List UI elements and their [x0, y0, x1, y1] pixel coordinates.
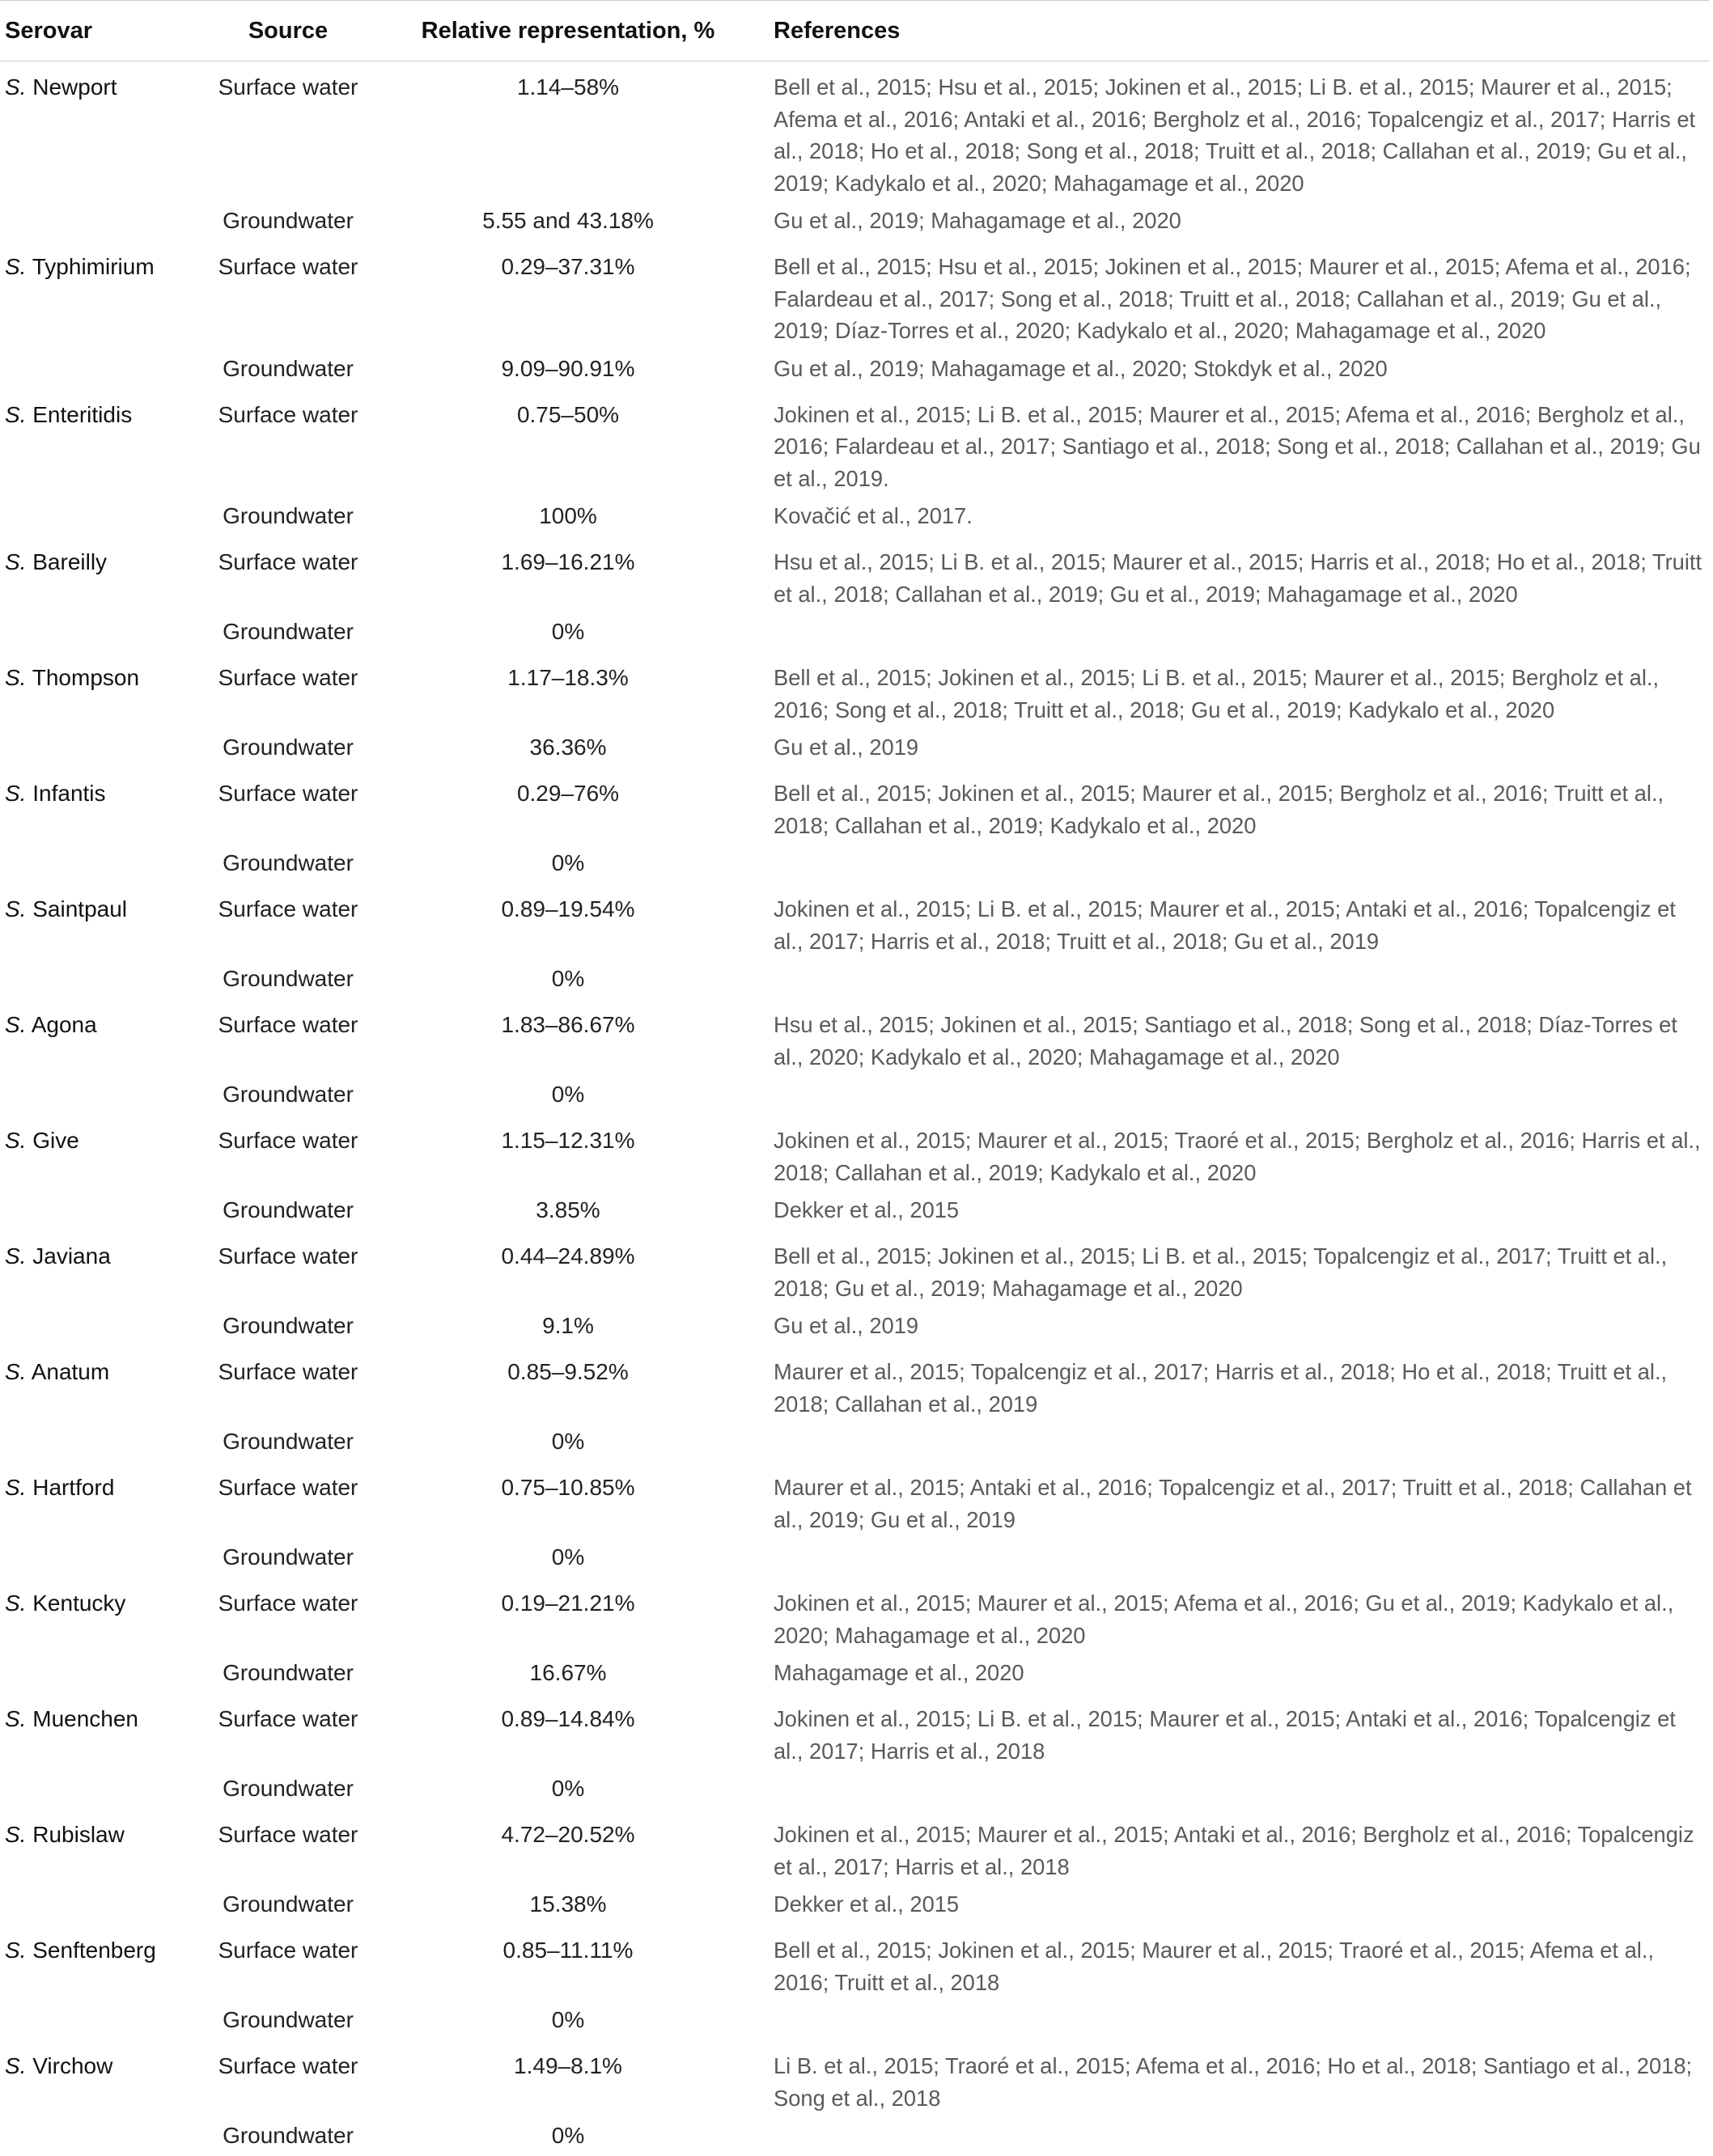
serovar-cell: [0, 536, 202, 616]
serovar-name: Infantis: [32, 781, 105, 806]
references-cell: Hsu et al., 2015; Li B. et al., 2015; Maurer et al., 2015; Harris et al., 2018; Ho et al., 2018; Truitt et al., 2018; Callahan et al., 2019; Gu et al., 2019; Mahagamage et al., 2020: [762, 536, 1709, 616]
table-row-surface-water: [0, 241, 1709, 353]
source-cell: Groundwater: [202, 616, 374, 652]
relative-representation-cell: 16.67%: [374, 1657, 762, 1693]
references-cell: [762, 963, 1709, 999]
table-row-groundwater: [0, 1657, 1709, 1693]
serovar-cell-empty: [0, 353, 202, 389]
relative-representation-cell: 1.15–12.31%: [374, 1115, 762, 1194]
serovar-cell: [0, 999, 202, 1078]
relative-representation-cell: 9.09–90.91%: [374, 353, 762, 389]
relative-representation-cell: 36.36%: [374, 731, 762, 768]
source-cell: Surface water: [202, 1925, 374, 2004]
serovar-cell-empty: [0, 1078, 202, 1115]
references-cell: Bell et al., 2015; Jokinen et al., 2015; Li B. et al., 2015; Topalcengiz et al., 2017; Truitt et al., 2018; Gu et al., 2019; Mahagamage et al., 2020: [762, 1230, 1709, 1310]
source-cell: Surface water: [202, 1462, 374, 1541]
table-row-groundwater: [0, 1888, 1709, 1925]
serovar-genus: S.: [5, 74, 26, 100]
table-row-surface-water: [0, 389, 1709, 501]
references-cell: Bell et al., 2015; Jokinen et al., 2015; Li B. et al., 2015; Maurer et al., 2015; Bergholz et al., 2016; Song et al., 2018; Truitt et al., 2018; Gu et al., 2019; Kadykalo et al., 2020: [762, 652, 1709, 731]
header-serovar: Serovar: [0, 1, 202, 61]
source-cell: Groundwater: [202, 963, 374, 999]
serovar-name: Bareilly: [32, 549, 107, 574]
serovar-cell: [0, 241, 202, 353]
serovar-genus: S.: [5, 1359, 26, 1384]
serovar-genus: S.: [5, 2053, 26, 2078]
table-row-groundwater: [0, 353, 1709, 389]
serovar-genus: S.: [5, 1706, 26, 1731]
relative-representation-cell: 0.29–76%: [374, 768, 762, 847]
source-cell: Groundwater: [202, 1078, 374, 1115]
serovar-genus: S.: [5, 1591, 26, 1616]
serovar-cell: [0, 1578, 202, 1657]
relative-representation-cell: 0.19–21.21%: [374, 1578, 762, 1657]
table-row-surface-water: [0, 768, 1709, 847]
serovar-genus: S.: [5, 665, 26, 690]
header-source: Source: [202, 1, 374, 61]
source-cell: Surface water: [202, 1809, 374, 1888]
serovar-cell: [0, 883, 202, 963]
references-cell: Jokinen et al., 2015; Li B. et al., 2015; Maurer et al., 2015; Antaki et al., 2016; Topalcengiz et al., 2017; Harris et al., 2018; Truitt et al., 2018; Gu et al., 2019: [762, 883, 1709, 963]
serovar-name: Saintpaul: [32, 896, 127, 921]
table-row-groundwater: [0, 1773, 1709, 1809]
source-cell: Groundwater: [202, 205, 374, 241]
serovar-genus: S.: [5, 402, 26, 427]
table-row-groundwater: [0, 2120, 1709, 2156]
relative-representation-cell: 0%: [374, 1541, 762, 1578]
serovar-cell: [0, 389, 202, 501]
relative-representation-cell: 1.69–16.21%: [374, 536, 762, 616]
serovar-cell: [0, 1230, 202, 1310]
table-row-surface-water: [0, 61, 1709, 205]
serovar-genus: S.: [5, 1938, 26, 1963]
table-row-surface-water: [0, 652, 1709, 731]
serovar-name: Muenchen: [32, 1706, 138, 1731]
references-cell: [762, 616, 1709, 652]
serovar-name: Give: [32, 1128, 79, 1153]
relative-representation-cell: 3.85%: [374, 1194, 762, 1230]
table-row-groundwater: [0, 500, 1709, 536]
serovar-cell-empty: [0, 500, 202, 536]
references-cell: Bell et al., 2015; Hsu et al., 2015; Jokinen et al., 2015; Li B. et al., 2015; Maurer et al., 2015; Afema et al., 2016; Antaki et al., 2016; Bergholz et al., 2016; Topalcengiz et al., 2017; Harris et al., 2018; Ho et al., 2018; Song et al., 2018; Truitt et al., 2018; Callahan et al., 2019; Gu et al., 2019; Kadykalo et al., 2020; Mahagamage et al., 2020: [762, 61, 1709, 205]
source-cell: Groundwater: [202, 353, 374, 389]
relative-representation-cell: 0.85–9.52%: [374, 1346, 762, 1425]
serovar-name: Virchow: [32, 2053, 112, 2078]
references-cell: Jokinen et al., 2015; Maurer et al., 2015; Antaki et al., 2016; Bergholz et al., 2016; Topalcengiz et al., 2017; Harris et al., 2018: [762, 1809, 1709, 1888]
serovar-cell: [0, 1462, 202, 1541]
references-cell: Kovačić et al., 2017.: [762, 500, 1709, 536]
relative-representation-cell: 1.83–86.67%: [374, 999, 762, 1078]
table-row-surface-water: [0, 1115, 1709, 1194]
table-row-groundwater: [0, 1310, 1709, 1346]
serovar-name: Newport: [32, 74, 117, 100]
serovar-cell-empty: [0, 1657, 202, 1693]
serovar-cell: [0, 1693, 202, 1773]
relative-representation-cell: 100%: [374, 500, 762, 536]
serovar-name: Enteritidis: [32, 402, 132, 427]
serovar-name: Rubislaw: [32, 1822, 125, 1847]
serovar-cell: [0, 61, 202, 205]
serovar-name: Kentucky: [32, 1591, 125, 1616]
serovar-genus: S.: [5, 781, 26, 806]
references-cell: Maurer et al., 2015; Topalcengiz et al., 2017; Harris et al., 2018; Ho et al., 2018; Truitt et al., 2018; Callahan et al., 2019: [762, 1346, 1709, 1425]
relative-representation-cell: 0.75–50%: [374, 389, 762, 501]
table-row-groundwater: [0, 616, 1709, 652]
references-cell: Bell et al., 2015; Jokinen et al., 2015; Maurer et al., 2015; Bergholz et al., 2016; Truitt et al., 2018; Callahan et al., 2019; Kadykalo et al., 2020: [762, 768, 1709, 847]
serovar-name: Anatum: [32, 1359, 110, 1384]
serovar-cell-empty: [0, 1194, 202, 1230]
table-row-surface-water: [0, 1693, 1709, 1773]
table-row-surface-water: [0, 999, 1709, 1078]
references-cell: Hsu et al., 2015; Jokinen et al., 2015; Santiago et al., 2018; Song et al., 2018; Díaz-Torres et al., 2020; Kadykalo et al., 2020; Mahagamage et al., 2020: [762, 999, 1709, 1078]
relative-representation-cell: 0%: [374, 2004, 762, 2040]
relative-representation-cell: 0.89–14.84%: [374, 1693, 762, 1773]
references-cell: Gu et al., 2019: [762, 731, 1709, 768]
table-row-surface-water: [0, 1462, 1709, 1541]
source-cell: Surface water: [202, 536, 374, 616]
source-cell: Groundwater: [202, 1194, 374, 1230]
source-cell: Surface water: [202, 652, 374, 731]
serovar-genus: S.: [5, 1822, 26, 1847]
references-cell: Jokinen et al., 2015; Li B. et al., 2015; Maurer et al., 2015; Afema et al., 2016; Bergholz et al., 2016; Falardeau et al., 2017; Santiago et al., 2018; Song et al., 2018; Callahan et al., 2019; Gu et al., 2019.: [762, 389, 1709, 501]
table-row-groundwater: [0, 1194, 1709, 1230]
serovar-genus: S.: [5, 549, 26, 574]
serovar-cell: [0, 1925, 202, 2004]
references-cell: Jokinen et al., 2015; Li B. et al., 2015; Maurer et al., 2015; Antaki et al., 2016; Topalcengiz et al., 2017; Harris et al., 2018: [762, 1693, 1709, 1773]
table-row-groundwater: [0, 963, 1709, 999]
relative-representation-cell: 0%: [374, 2120, 762, 2156]
source-cell: Groundwater: [202, 847, 374, 883]
serovar-genus: S.: [5, 1475, 26, 1500]
references-cell: [762, 1773, 1709, 1809]
references-cell: [762, 2004, 1709, 2040]
serovar-cell-empty: [0, 731, 202, 768]
table-row-groundwater: [0, 205, 1709, 241]
serovar-cell-empty: [0, 616, 202, 652]
relative-representation-cell: 0%: [374, 616, 762, 652]
references-cell: Bell et al., 2015; Hsu et al., 2015; Jokinen et al., 2015; Maurer et al., 2015; Afema et al., 2016; Falardeau et al., 2017; Song et al., 2018; Truitt et al., 2018; Callahan et al., 2019; Gu et al., 2019; Díaz-Torres et al., 2020; Kadykalo et al., 2020; Mahagamage et al., 2020: [762, 241, 1709, 353]
source-cell: Surface water: [202, 768, 374, 847]
table-row-surface-water: [0, 1578, 1709, 1657]
serovar-cell-empty: [0, 1425, 202, 1462]
source-cell: Groundwater: [202, 1773, 374, 1809]
serovar-genus: S.: [5, 1128, 26, 1153]
serovar-cell-empty: [0, 963, 202, 999]
references-cell: Jokinen et al., 2015; Maurer et al., 2015; Traoré et al., 2015; Bergholz et al., 2016; Harris et al., 2018; Callahan et al., 2019; Kadykalo et al., 2020: [762, 1115, 1709, 1194]
table-row-groundwater: [0, 2004, 1709, 2040]
source-cell: Surface water: [202, 1115, 374, 1194]
relative-representation-cell: 9.1%: [374, 1310, 762, 1346]
relative-representation-cell: 0%: [374, 963, 762, 999]
source-cell: Groundwater: [202, 731, 374, 768]
table-row-surface-water: [0, 1925, 1709, 2004]
source-cell: Surface water: [202, 883, 374, 963]
references-cell: Gu et al., 2019; Mahagamage et al., 2020; Stokdyk et al., 2020: [762, 353, 1709, 389]
source-cell: Surface water: [202, 999, 374, 1078]
relative-representation-cell: 0.44–24.89%: [374, 1230, 762, 1310]
relative-representation-cell: 0%: [374, 847, 762, 883]
table-row-surface-water: [0, 2040, 1709, 2120]
serovar-cell-empty: [0, 205, 202, 241]
references-cell: [762, 847, 1709, 883]
source-cell: Groundwater: [202, 1888, 374, 1925]
source-cell: Surface water: [202, 1230, 374, 1310]
serovar-cell-empty: [0, 2120, 202, 2156]
serovar-cell-empty: [0, 1888, 202, 1925]
references-cell: [762, 2120, 1709, 2156]
serovar-genus: S.: [5, 1243, 26, 1269]
references-cell: [762, 1425, 1709, 1462]
source-cell: Surface water: [202, 1578, 374, 1657]
serovar-cell: [0, 2040, 202, 2120]
source-cell: Surface water: [202, 1346, 374, 1425]
serovar-name: Agona: [32, 1012, 97, 1037]
relative-representation-cell: 1.49–8.1%: [374, 2040, 762, 2120]
relative-representation-cell: 0.89–19.54%: [374, 883, 762, 963]
serovar-cell: [0, 1115, 202, 1194]
references-cell: Jokinen et al., 2015; Maurer et al., 2015; Afema et al., 2016; Gu et al., 2019; Kadykalo et al., 2020; Mahagamage et al., 2020: [762, 1578, 1709, 1657]
serovar-name: Typhimirium: [32, 254, 155, 279]
table-row-groundwater: [0, 1541, 1709, 1578]
source-cell: Groundwater: [202, 2004, 374, 2040]
header-row: [0, 1, 1709, 61]
source-cell: Surface water: [202, 389, 374, 501]
relative-representation-cell: 0.85–11.11%: [374, 1925, 762, 2004]
relative-representation-cell: 4.72–20.52%: [374, 1809, 762, 1888]
serovar-cell: [0, 1346, 202, 1425]
table-body: [0, 61, 1709, 2156]
relative-representation-cell: 5.55 and 43.18%: [374, 205, 762, 241]
table-row-surface-water: [0, 1346, 1709, 1425]
serovar-cell-empty: [0, 1541, 202, 1578]
source-cell: Surface water: [202, 2040, 374, 2120]
serovar-cell: [0, 652, 202, 731]
relative-representation-cell: 0.75–10.85%: [374, 1462, 762, 1541]
table-row-surface-water: [0, 1230, 1709, 1310]
source-cell: Surface water: [202, 61, 374, 205]
source-cell: Groundwater: [202, 1425, 374, 1462]
table-row-groundwater: [0, 1078, 1709, 1115]
references-cell: Li B. et al., 2015; Traoré et al., 2015; Afema et al., 2016; Ho et al., 2018; Santiago et al., 2018; Song et al., 2018: [762, 2040, 1709, 2120]
header-references: References: [762, 1, 1709, 61]
relative-representation-cell: 0%: [374, 1078, 762, 1115]
source-cell: Groundwater: [202, 1541, 374, 1578]
table-row-surface-water: [0, 1809, 1709, 1888]
relative-representation-cell: 1.17–18.3%: [374, 652, 762, 731]
table-row-surface-water: [0, 536, 1709, 616]
source-cell: Groundwater: [202, 1657, 374, 1693]
relative-representation-cell: 0%: [374, 1773, 762, 1809]
references-cell: [762, 1541, 1709, 1578]
header-relative-representation: Relative representation, %: [374, 1, 762, 61]
table-row-groundwater: [0, 1425, 1709, 1462]
table-row-surface-water: [0, 883, 1709, 963]
references-cell: Gu et al., 2019; Mahagamage et al., 2020: [762, 205, 1709, 241]
serovar-cell-empty: [0, 1773, 202, 1809]
serovar-name: Javiana: [32, 1243, 111, 1269]
serovar-cell-empty: [0, 847, 202, 883]
serovar-genus: S.: [5, 1012, 26, 1037]
relative-representation-cell: 0%: [374, 1425, 762, 1462]
serovar-name: Senftenberg: [32, 1938, 156, 1963]
relative-representation-cell: 15.38%: [374, 1888, 762, 1925]
relative-representation-cell: 1.14–58%: [374, 61, 762, 205]
serovar-cell-empty: [0, 2004, 202, 2040]
table-row-groundwater: [0, 731, 1709, 768]
references-cell: Mahagamage et al., 2020: [762, 1657, 1709, 1693]
serovar-genus: S.: [5, 896, 26, 921]
table-row-groundwater: [0, 847, 1709, 883]
references-cell: Gu et al., 2019: [762, 1310, 1709, 1346]
relative-representation-cell: 0.29–37.31%: [374, 241, 762, 353]
source-cell: Groundwater: [202, 1310, 374, 1346]
references-cell: Maurer et al., 2015; Antaki et al., 2016; Topalcengiz et al., 2017; Truitt et al., 2018; Callahan et al., 2019; Gu et al., 2019: [762, 1462, 1709, 1541]
references-cell: [762, 1078, 1709, 1115]
serovar-name: Hartford: [32, 1475, 114, 1500]
source-cell: Groundwater: [202, 2120, 374, 2156]
serovar-genus: S.: [5, 254, 26, 279]
serovar-cell-empty: [0, 1310, 202, 1346]
references-cell: Bell et al., 2015; Jokinen et al., 2015; Maurer et al., 2015; Traoré et al., 2015; Afema et al., 2016; Truitt et al., 2018: [762, 1925, 1709, 2004]
serovar-cell: [0, 768, 202, 847]
source-cell: Surface water: [202, 241, 374, 353]
serovar-name: Thompson: [32, 665, 139, 690]
source-cell: Groundwater: [202, 500, 374, 536]
references-cell: Dekker et al., 2015: [762, 1888, 1709, 1925]
source-cell: Surface water: [202, 1693, 374, 1773]
references-cell: Dekker et al., 2015: [762, 1194, 1709, 1230]
serovar-cell: [0, 1809, 202, 1888]
